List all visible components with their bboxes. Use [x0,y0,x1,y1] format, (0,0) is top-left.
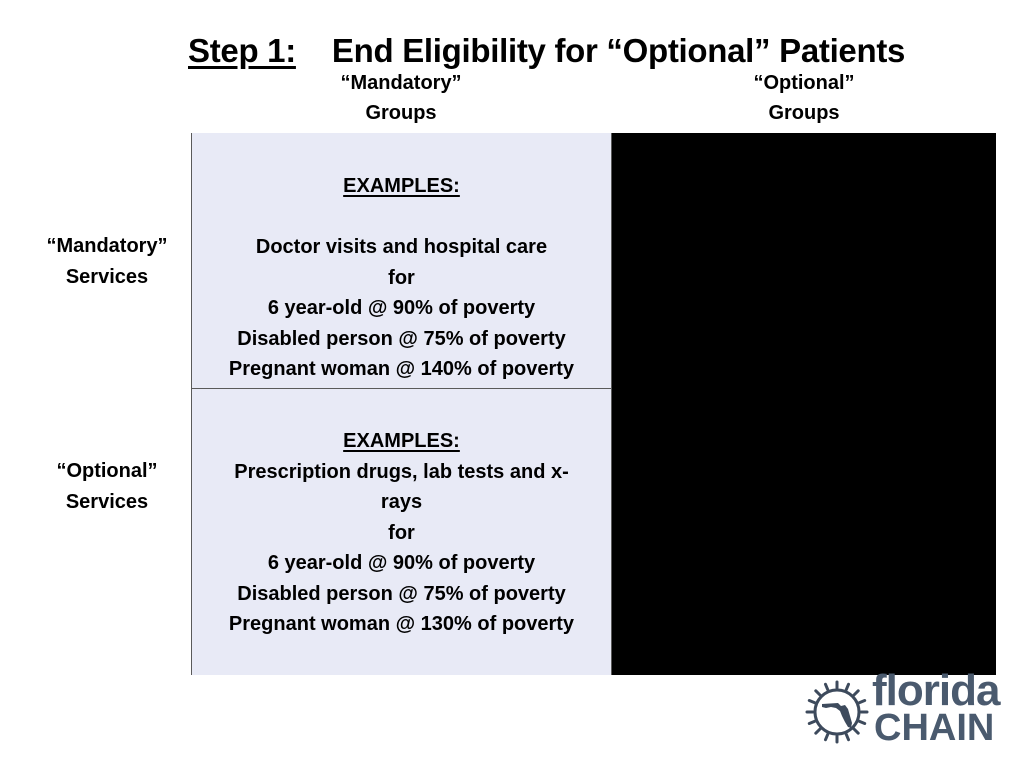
cell-top-line: Disabled person @ 75% of poverty [237,327,566,350]
florida-chain-logo [804,666,1004,749]
cell-bottom-examples-heading: EXAMPLES: [343,430,460,452]
column-header-mandatory-line1: “Mandatory” [340,72,462,94]
row-header-optional-line2: Services [65,491,149,513]
title-text: End Eligibility for “Optional” Patients [331,32,906,69]
column-header-mandatory-line2: Groups [365,102,437,124]
logo-word-chain: CHAIN [874,707,995,749]
column-header-mandatory-groups [300,68,502,128]
cell-bottom-line: Disabled person @ 75% of poverty [237,582,566,605]
row-header-mandatory-line1: “Mandatory” [46,235,168,257]
cell-mandatory-services-mandatory-groups [191,133,612,389]
cell-top-line: Doctor visits and hospital care [255,236,548,258]
row-header-optional-line1: “Optional” [56,460,158,482]
cell-bottom-line: Pregnant woman @ 130% of poverty [228,613,575,635]
cell-optional-groups-blacked-out [612,133,996,675]
cell-bottom-line: 6 year-old @ 90% of poverty [267,552,536,574]
row-header-optional-services [12,456,202,518]
cell-top-line: 6 year-old @ 90% of poverty [267,297,536,319]
title-step-label: Step 1: [188,32,296,69]
column-header-optional-line1: “Optional” [753,72,855,94]
cell-bottom-line: rays [380,491,423,513]
cell-top-spacer [192,202,611,233]
row-header-mandatory-line2: Services [65,266,149,288]
cell-bottom-line: for [388,521,415,544]
cell-bottom-line: Prescription drugs, lab tests and x- [234,460,569,483]
column-header-optional-groups [703,68,905,128]
row-header-mandatory-services [12,231,202,293]
cell-optional-services-mandatory-groups [191,389,612,675]
cell-top-line: for [388,266,415,289]
column-header-optional-line2: Groups [768,102,840,124]
logo-word-florida: florida [872,666,1000,715]
cell-top-examples-heading: EXAMPLES: [343,175,460,197]
florida-seal-icon [804,679,870,745]
cell-top-line: Pregnant woman @ 140% of poverty [228,358,575,380]
